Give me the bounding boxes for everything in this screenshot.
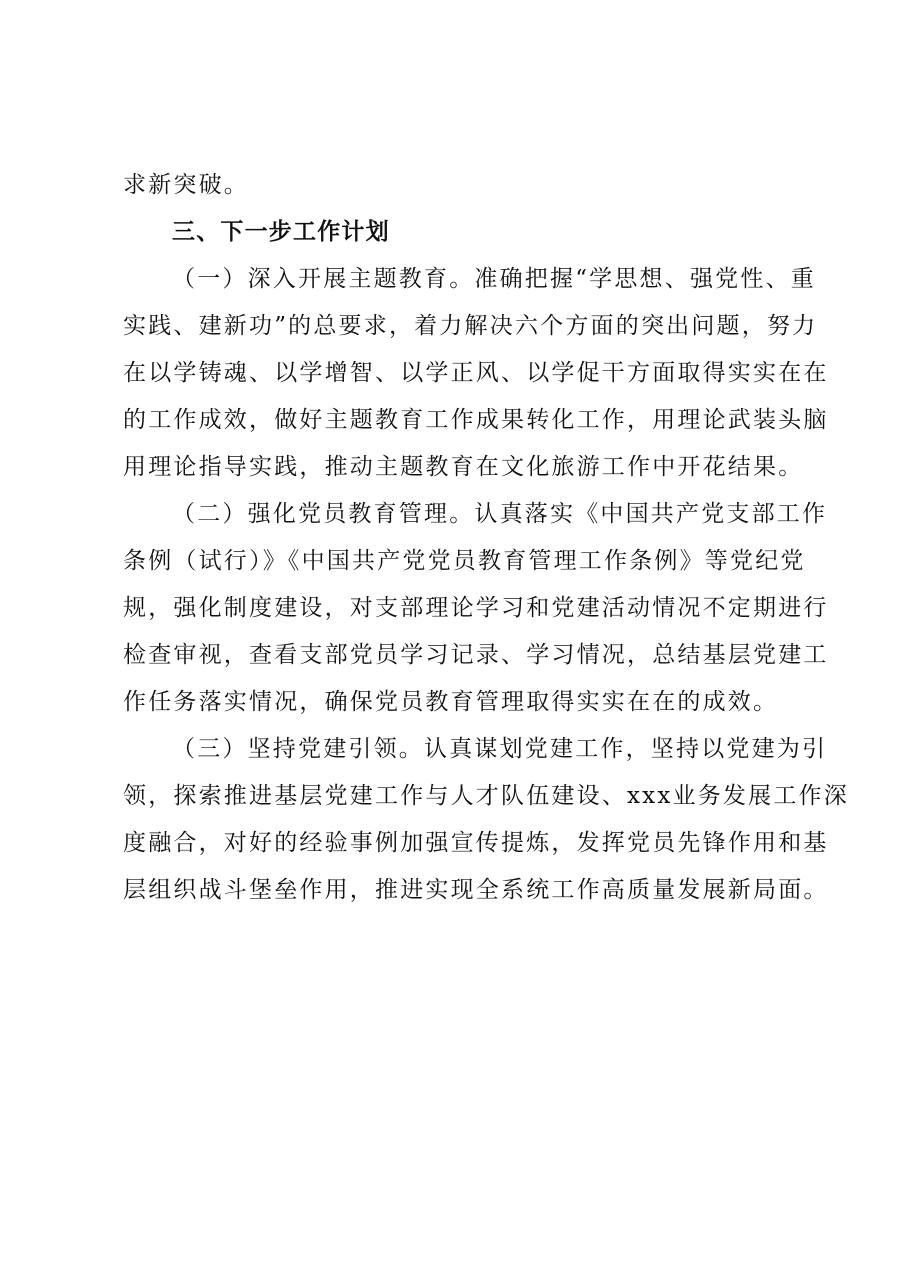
paragraph-line: 实践、建新功”的总要求，着力解决六个方面的突出问题，努力 bbox=[123, 313, 818, 339]
paragraph-line: 层组织战斗堡垒作用，推进实现全系统工作高质量发展新局面。 bbox=[123, 877, 829, 903]
paragraph-line: 的工作成效，做好主题教育工作成果转化工作，用理论武装头脑 bbox=[123, 407, 829, 433]
paragraph-line: （一）深入开展主题教育。准确把握“学思想、强党性、重 bbox=[172, 266, 816, 292]
paragraph-line: 在以学铸魂、以学增智、以学正风、以学促干方面取得实实在在 bbox=[123, 360, 829, 386]
paragraph-line: 度融合，对好的经验事例加强宣传提炼，发挥党员先锋作用和基 bbox=[123, 830, 829, 856]
paragraph-line: 条例（试行）》《中国共产党党员教育管理工作条例》等党纪党 bbox=[123, 548, 806, 574]
paragraph-line: （三）坚持党建引领。认真谋划党建工作，坚持以党建为引 bbox=[172, 736, 828, 762]
paragraph-line: 求新突破。 bbox=[123, 172, 249, 198]
paragraph-line: （二）强化党员教育管理。认真落实《中国共产党支部工作 bbox=[172, 501, 828, 527]
paragraph-line: 检查审视，查看支部党员学习记录、学习情况，总结基层党建工 bbox=[123, 642, 829, 668]
paragraph-line: 领，探索推进基层党建工作与人才队伍建设、xxx业务发展工作深 bbox=[123, 783, 849, 809]
section-heading: 三、下一步工作计划 bbox=[172, 219, 390, 245]
document-body bbox=[123, 162, 849, 914]
paragraph-line: 作任务落实情况，确保党员教育管理取得实实在在的成效。 bbox=[123, 689, 779, 715]
paragraph-line: 用理论指导实践，推动主题教育在文化旅游工作中开花结果。 bbox=[123, 454, 804, 480]
paragraph-line: 规，强化制度建设，对支部理论学习和党建活动情况不定期进行 bbox=[123, 595, 829, 621]
